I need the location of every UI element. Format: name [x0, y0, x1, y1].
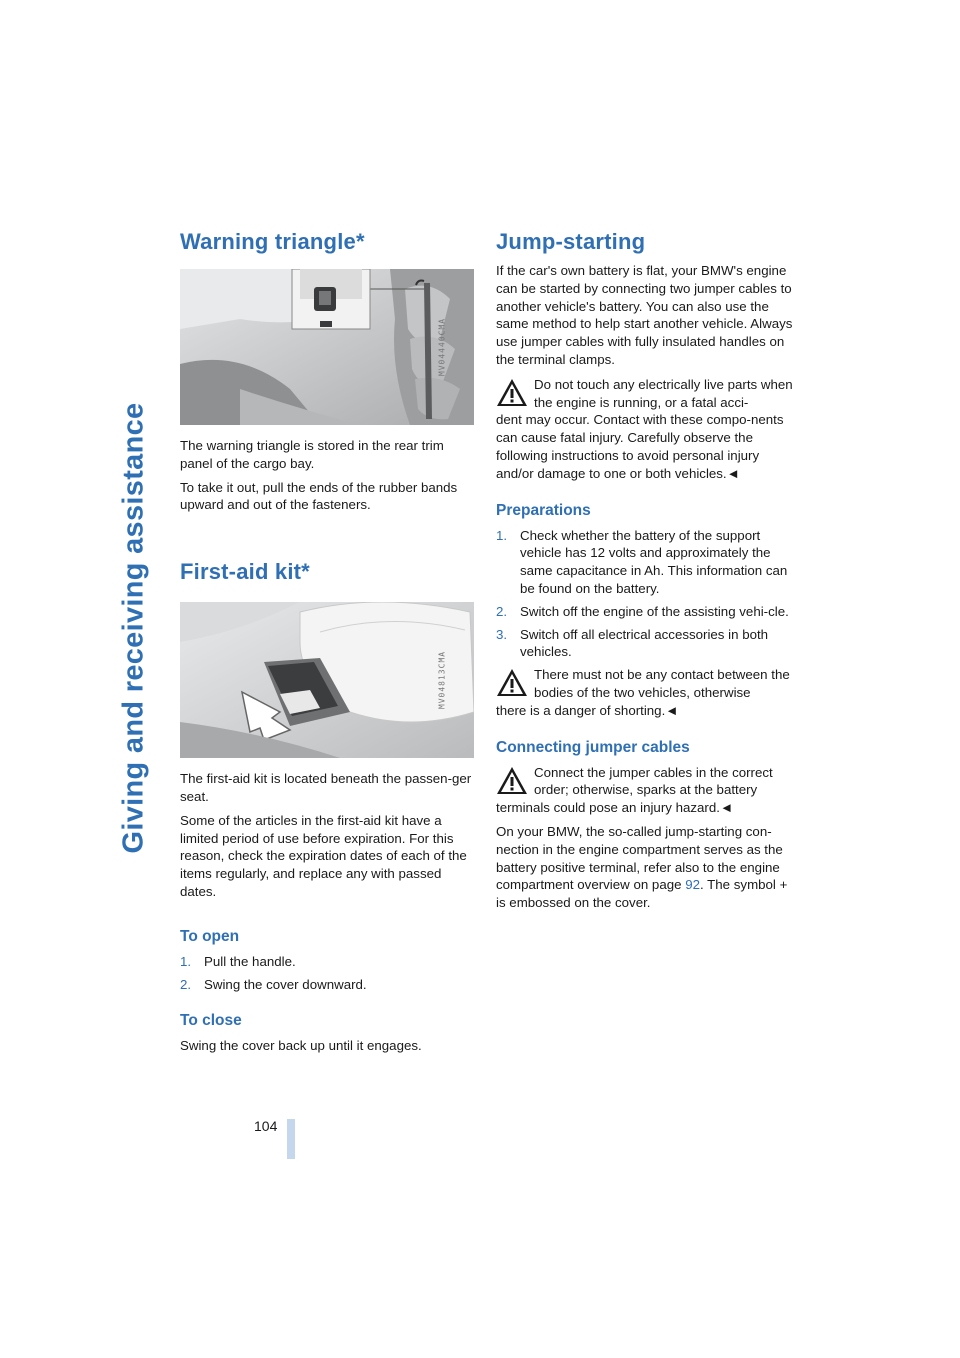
first-aid-text-2: Some of the articles in the first-aid kit have a limited period of use before expiration. For this reason, check the expiration dates of each of the items regularly, and replace any with passed dates. [180, 812, 467, 899]
warning-note-2: There must not be any contact between the bodies of the two vehicles, otherwise there is a danger of shorting.◄ [496, 667, 790, 718]
section-side-title-text: Giving and receiving assistance [117, 402, 150, 854]
right-column [496, 228, 794, 912]
heading-connecting-jumper-cables: Connecting jumper cables [496, 738, 690, 756]
heading-to-open: To open [180, 927, 240, 945]
warning-triangle-text-2: To take it out, pull the ends of the rubber bands upward and out of the fasteners. [180, 479, 458, 513]
to-open-steps [180, 953, 478, 994]
warning-triangle-text-1: The warning triangle is stored in the rear trim panel of the cargo bay. [180, 438, 444, 471]
warning-note-3: Connect the jumper cables in the correct order; otherwise, sparks at the battery terminals could pose an injury hazard.◄ [496, 764, 773, 816]
to-close-text: Swing the cover back up until it engages. [180, 1038, 422, 1054]
first-aid-text-1: The first-aid kit is located beneath the passen-ger seat. [180, 771, 472, 804]
heading-preparations: Preparations [496, 501, 591, 519]
first-aid-figure [180, 602, 474, 758]
figure-code: MV04813CMA [437, 651, 447, 710]
first-aid-illustration [180, 602, 474, 758]
list-item: 1. Check whether the battery of the support vehicle has 12 volts and approximately the same capacitance in Ah. This information can be found on the battery. [496, 527, 788, 596]
list-item: 3. Switch off all electrical accessories in both vehicles. [496, 626, 769, 660]
list-item: 2. Switch off the engine of the assisting vehi-cle. [496, 603, 789, 619]
connecting-text: On your BMW, the so-called jump-starting con-nection in the engine compartment serves as the battery positive terminal, refer also to the engine compartment overview on page 92. The symbol + is embossed on the cover. [496, 823, 788, 911]
jump-starting-intro: If the car's own battery is flat, your BMW's engine can be started by connecting two jumper cables to another vehicle's battery. You can also use the same method to help start another vehicle. Always use jumper cables with fully insulated handles on the terminal clamps. [496, 263, 793, 367]
heading-warning-triangle: Warning triangle* [180, 229, 365, 254]
figure-code: MV04440CMA [437, 317, 447, 377]
heading-jump-starting: Jump-starting [496, 229, 646, 254]
warning-triangle-illustration [180, 269, 474, 425]
page-number: 104 [254, 1118, 278, 1134]
page-link[interactable]: 92 [685, 877, 701, 893]
warning-triangle-icon [496, 378, 528, 408]
warning-triangle-icon [496, 668, 528, 698]
warning-triangle-icon [496, 766, 528, 796]
heading-to-close: To close [180, 1012, 242, 1030]
section-side-title [112, 228, 156, 1028]
heading-first-aid-kit: First-aid kit* [180, 559, 310, 585]
preparations-steps [496, 527, 794, 662]
warning-note-1: Do not touch any electrically live parts when the engine is running, or a fatal acci- dent may occur. Contact with these compo-nents can cause fatal injury. Carefully observe the following instructions to avoid personal injury and/or damage to one or both vehicles.◄ [496, 376, 793, 481]
list-item: 2. Swing the cover downward. [180, 976, 367, 992]
warning-triangle-figure [180, 269, 474, 425]
page-number-bar [287, 1119, 295, 1159]
list-item: 1. Pull the handle. [180, 953, 296, 969]
left-column [180, 228, 478, 1055]
